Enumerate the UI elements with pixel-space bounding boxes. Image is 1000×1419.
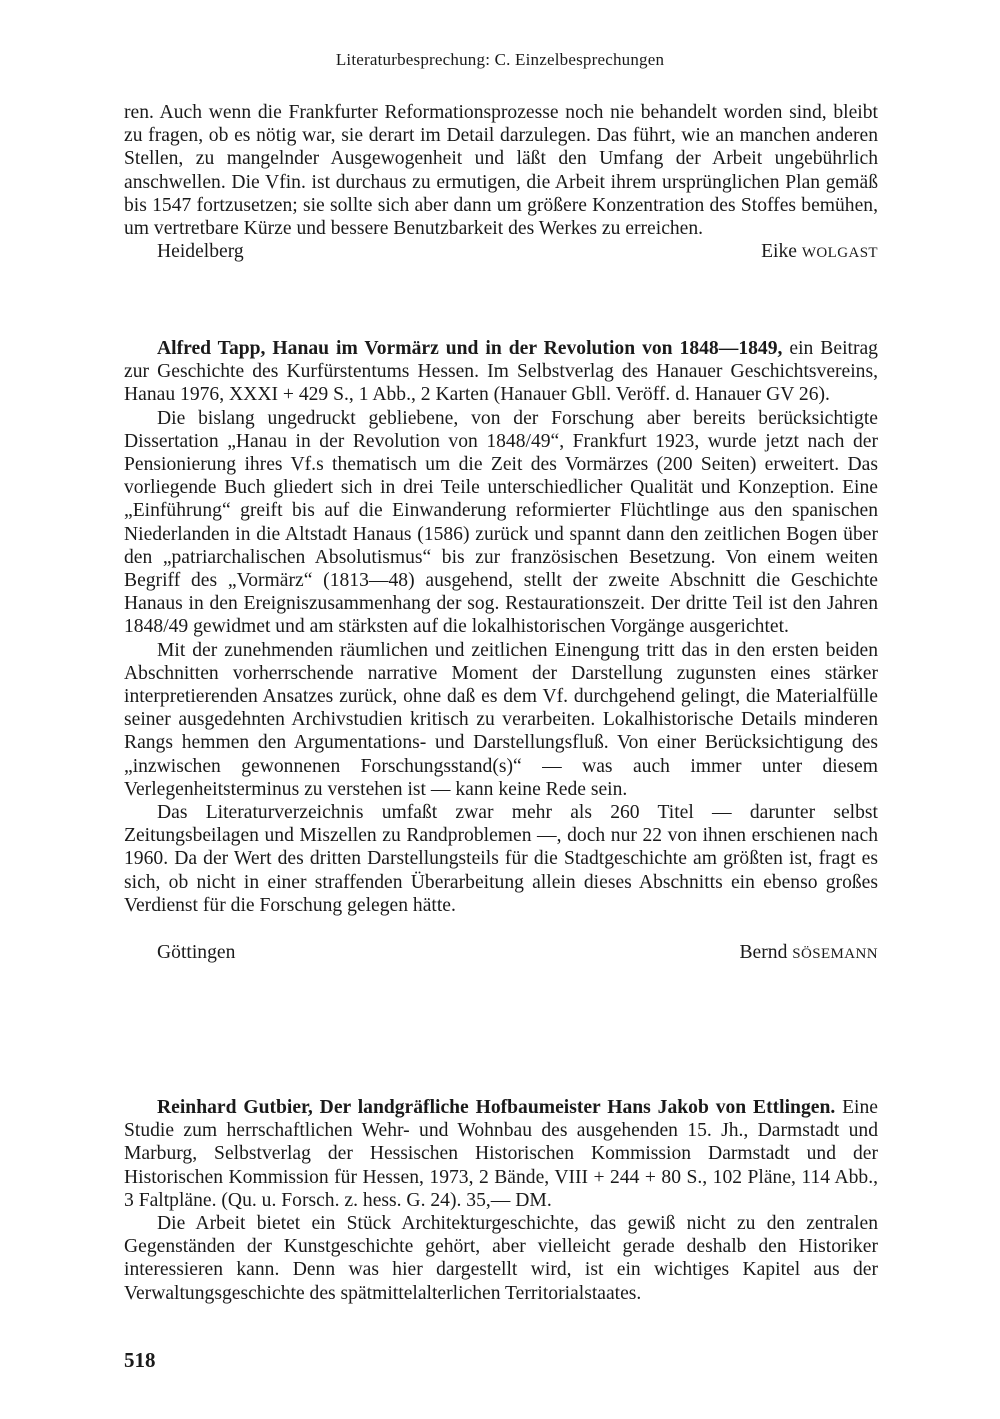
- bibliographic-details: Eine Studie zum herrschaftlichen Wehr- und Wohnbau des ausgehenden 15. Jh., Darmstadt und Marburg, Selbstverlag der Hessischen Historischen Kommission Darmstadt und der Historischen Kommission für Hessen, 1973, 2 Bände, VIII + 244 + 80 S., 102 Pläne, 114 Abb., 3 Faltpläne. (Qu. u. Forsch. z. hess. G. 24). 35,— DM.: [124, 1097, 878, 1211]
- bibliographic-heading: [124, 337, 878, 407]
- body-paragraph: ren. Auch wenn die Frankfurter Reformationsprozesse noch nie behandelt worden sind, bleibt zu fragen, ob es nötig war, sie derart im Detail darzulegen. Das führt, wie an manchen anderen Stellen, zu mangelnder Ausgewogenheit und läßt den Umfang der Arbeit ungebührlich anschwellen. Die Vfin. ist durchaus zu ermutigen, die Arbeit ihrem ursprünglichen Plan gemäß bis 1547 fortzusetzen; sie sollte sich aber dann um größere Konzentration des Stoffes bemühen, um vertretbare Kürze und bessere Benutzbarkeit des Werkes zu erreichen.: [124, 102, 878, 240]
- body-paragraph: Mit der zunehmenden räumlichen und zeitlichen Einengung tritt das in den ersten beiden Abschnitten vorherrschende narrative Moment der Darstellung zugunsten eines stärker interpretierenden Ansatzes zurück, ohne daß es dem Vf. durchgehend gelingt, die Materialfülle seiner ausgedehnten Archivstudien kritisch zu verarbeiten. Lokalhistorische Details minderen Rangs hemmen den Argumentations- und Darstellungsfluß. Von einer Berücksichtigung des „inzwischen gewonnenen Forschungsstand(s)“ — was auch immer unter diesem Verlegenheitsterminus zu verstehen ist — kann keine Rede sein.: [124, 639, 878, 800]
- book-title: Alfred Tapp, Hanau im Vormärz und in der Revolution von 1848—1849,: [157, 338, 783, 359]
- reviewer-name: Eike WOLGAST: [761, 241, 878, 263]
- book-title: Reinhard Gutbier, Der landgräfliche Hofbaumeister Hans Jakob von Ettlingen.: [157, 1097, 836, 1118]
- body-paragraph: Die bislang ungedruckt gebliebene, von der Forschung aber bereits berücksichtigte Dissertation „Hanau in der Revolution von 1848/49“, Frankfurt 1923, wurde jetzt nach der Pensionierung ihres Vf.s thematisch um die Zeit des Vormärzes (200 Seiten) erweitert. Das vorliegende Buch gliedert sich in drei Teile unterschiedlicher Qualität und Konzeption. Eine „Einführung“ greift bis auf die Einwanderung reformierter Flüchtlinge aus den spanischen Niederlanden in die Altstadt Hanaus (1586) zurück und spannt dann den zeitlichen Bogen über den „patriarchalischen Absolutismus“ bis zur französischen Besetzung. Von einem weiten Begriff des „Vormärz“ (1813—48) ausgehend, stellt der zweite Abschnitt die Geschichte Hanaus in den Ereigniszusammenhang der sog. Restaurationszeit. Der dritte Teil ist den Jahren 1848/49 gewidmet und am stärksten auf die lokalhistorischen Vorgänge ausgerichtet.: [124, 407, 878, 638]
- bibliographic-heading: [124, 1096, 878, 1212]
- signature-line: [124, 240, 878, 265]
- body-paragraph: Die Arbeit bietet ein Stück Architekturgeschichte, das gewiß nicht zu den zentralen Gegenständen der Kunstgeschichte gehört, aber vielleicht gerade deshalb den Historiker interessieren kann. Denn was hier dargestellt wird, ist ein wichtiges Kapitel aus der Verwaltungsgeschichte des spätmittelalterlichen Territorialstaates.: [124, 1213, 878, 1304]
- reviewer-name: Bernd SÖSEMANN: [739, 942, 878, 964]
- reviewer-surname: WOLGAST: [801, 245, 878, 262]
- body-paragraph: Das Literaturverzeichnis umfaßt zwar mehr als 260 Titel — darunter selbst Zeitungsbeilagen und Miszellen zu Randproblemen —, doch nur 22 von ihnen erschienen nach 1960. Da der Wert des dritten Darstellungsteils für die Stadtgeschichte am größten ist, fragt es sich, ob nicht in einer straffenden Überarbeitung allein dieses Abschnitts ein ebenso großes Verdienst für die Forschung gelegen hätte.: [124, 802, 878, 916]
- page-number: 518: [124, 1348, 156, 1372]
- signature-line: [124, 941, 878, 966]
- review-gutbier: [124, 1096, 878, 1305]
- running-head: Literaturbesprechung: C. Einzelbesprechungen: [335, 50, 665, 69]
- review-conclusion-wolgast: [124, 101, 878, 265]
- review-tapp: [124, 337, 878, 966]
- reviewer-place: Heidelberg: [157, 241, 244, 263]
- bibliographic-details: ein Beitrag zur Geschichte des Kurfürstentums Hessen. Im Selbstverlag des Hanauer Geschichtsvereins, Hanau 1976, XXXI + 429 S., 1 Abb., 2 Karten (Hanauer Gbll. Veröff. d. Hanauer GV 26).: [124, 338, 878, 406]
- reviewer-surname: SÖSEMANN: [792, 946, 878, 963]
- reviewer-place: Göttingen: [157, 942, 236, 964]
